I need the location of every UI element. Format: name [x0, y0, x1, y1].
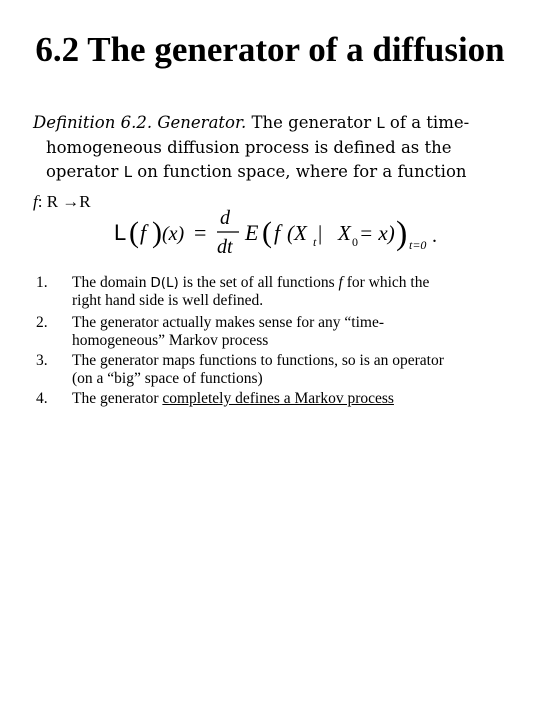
- formula-zero-subscript: 0: [352, 235, 358, 249]
- list-item-line: homogeneous” Markov process: [72, 332, 269, 349]
- slide-title: 6.2 The generator of a diffusion: [35, 30, 505, 69]
- list-item-number: 4.: [36, 390, 48, 407]
- definition-line-1: [33, 111, 513, 136]
- list-item-number: 2.: [36, 314, 48, 331]
- list-item-body: [72, 274, 516, 310]
- formula-expectation: E: [245, 220, 259, 245]
- formula-d-numerator: d: [220, 207, 230, 229]
- formula-f-1: f: [140, 220, 147, 245]
- definition-text-3b: on function space, where for a function: [132, 162, 467, 181]
- list-item-line: (on a “big” space of functions): [72, 370, 263, 387]
- list-item-number: 3.: [36, 352, 48, 369]
- list-item: [36, 314, 516, 350]
- formula-X0: X: [338, 221, 351, 245]
- formula-svg: [112, 200, 462, 260]
- definition-text-3a: operator: [46, 162, 124, 181]
- list-item-line: The generator actually makes sense for any “time-: [72, 314, 385, 331]
- list-item-text: The generator: [72, 390, 163, 407]
- list-item: [36, 352, 516, 388]
- formula-inner-open: (X: [287, 221, 307, 245]
- list-item-line: right hand side is well defined.: [72, 292, 264, 309]
- list-item-line: [72, 274, 516, 292]
- formula-x-arg: (x): [162, 223, 185, 245]
- formula-equals-x: = x): [359, 221, 395, 245]
- formula-lparen-2: (: [262, 216, 272, 249]
- domain-symbol: D(L): [150, 275, 179, 291]
- list-item-text: The domain: [72, 274, 151, 291]
- generator-formula: [112, 200, 462, 260]
- numbered-list: [36, 274, 516, 408]
- list-item-body: [72, 314, 516, 350]
- formula-equals: =: [194, 220, 207, 245]
- formula-rparen-1: ): [152, 216, 162, 249]
- formula-bar: |: [318, 221, 323, 245]
- formula-lparen-1: (: [129, 216, 139, 249]
- function-domain-line: [33, 191, 91, 213]
- definition-text-1b: of a time-: [384, 113, 470, 132]
- formula-dt-denominator: dt: [217, 236, 233, 258]
- list-item-body: [72, 390, 516, 408]
- formula-operator: L: [114, 220, 127, 245]
- definition-text-1a: The generator: [246, 113, 377, 132]
- formula-rparen-2: ): [396, 215, 408, 252]
- function-symbol: f: [33, 192, 38, 211]
- list-item-number: 1.: [36, 274, 48, 291]
- function-symbol-inline: f: [338, 274, 343, 291]
- list-item-line: The generator maps functions to functions, so is an operator: [72, 352, 444, 369]
- definition-block: [33, 111, 513, 185]
- underlined-phrase: completely defines a Markov process: [162, 390, 394, 407]
- formula-t-subscript: t: [313, 235, 317, 249]
- generator-symbol: L: [376, 114, 385, 132]
- definition-line-2: homogeneous diffusion process is defined as the: [46, 137, 452, 157]
- list-item: [36, 274, 516, 310]
- list-item-text: is the set of all functions: [178, 274, 339, 291]
- generator-symbol-2: L: [123, 163, 133, 181]
- list-item-text: for which the: [342, 274, 430, 291]
- definition-line-3: [33, 160, 513, 185]
- list-item-line: [72, 390, 516, 408]
- list-item: [36, 390, 516, 408]
- formula-period: .: [432, 225, 437, 247]
- function-mapping: : R →R: [37, 192, 91, 211]
- formula-f-2: f: [274, 220, 281, 245]
- definition-label: Definition 6.2. Generator.: [33, 113, 247, 132]
- formula-t0-subscript: t=0: [409, 238, 427, 252]
- list-item-body: [72, 352, 516, 388]
